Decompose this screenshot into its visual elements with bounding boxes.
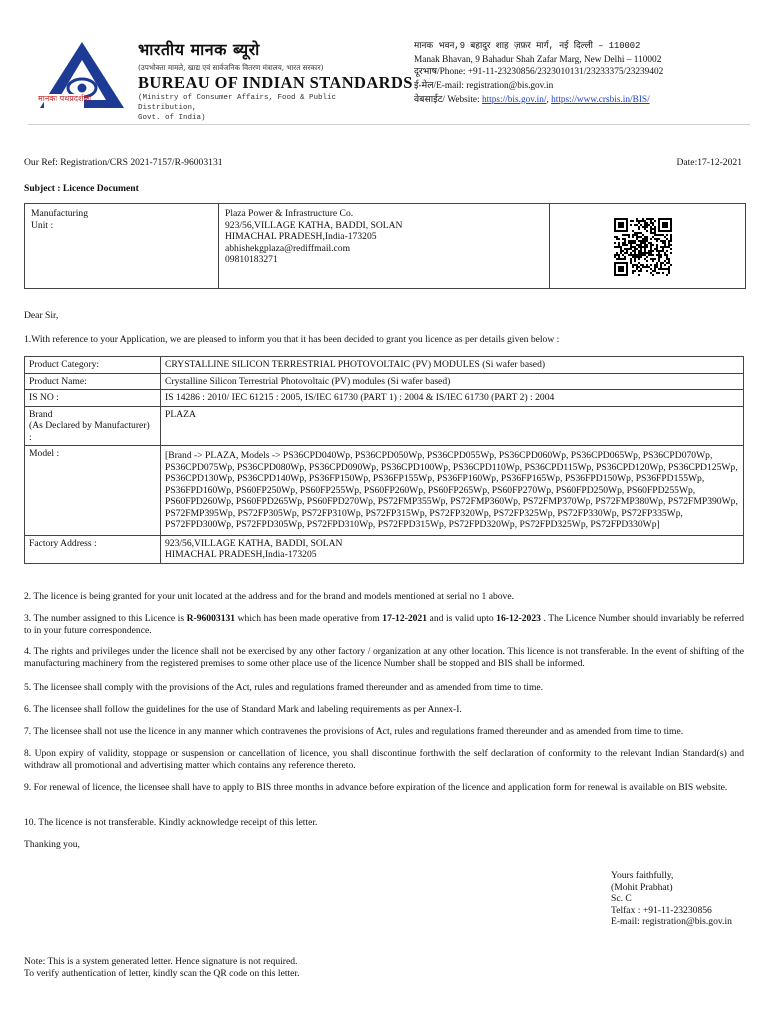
product-name: Crystalline Silicon Terrestrial Photovoltaic (PV) modules (Si wafer based): [161, 373, 744, 390]
clause-7: 7. The licensee shall not use the licence in any manner which contravenes the provisions of Act, rules and regulations framed thereunder and as amended from time to time.: [24, 726, 684, 737]
unit-address-1: 923/56,VILLAGE KATHA, BADDI, SOLAN: [225, 219, 403, 231]
is-number: IS 14286 : 2010/ IEC 61215 : 2005, IS/IEC 61730 (PART 1) : 2004 & IS/IEC 61730 (PART 2) : 2004: [161, 390, 744, 407]
model-list: [Brand -> PLAZA, Models -> PS36CPD040Wp, PS36CPD050Wp, PS36CPD055Wp, PS36CPD060Wp, PS36CPD065Wp, PS36CPD070Wp, PS36CPD075Wp, PS36CPD080Wp, PS36CPD090Wp, PS36CPD100Wp, PS36CPD110Wp, PS36CPD115Wp, PS36CPD120Wp, PS36CPD125Wp, PS36CPD130Wp, PS36CPD140Wp, PS36FP150Wp, PS36FP155Wp, PS36FP160Wp, PS36FP165Wp, PS36FPD150Wp, PS36FPD155Wp, PS36FPD160Wp, PS60FP250Wp, PS60FP255Wp, PS60FP260Wp, PS60FP265Wp, PS60FP270Wp, PS60FPD250Wp, PS60FPD255Wp, PS60FPD260Wp, PS60FPD265Wp, PS60FPD270Wp, PS72FMP355Wp, PS72FMP360Wp, PS72FMP370Wp, PS72FMP380Wp, PS72FMP390Wp, PS72FMP395Wp, PS72FP305Wp, PS72FP310Wp, PS72FP315Wp, PS72FP320Wp, PS72FP325Wp, PS72FP330Wp, PS72FP335Wp, PS72FPD300Wp, PS72FPD305Wp, PS72FPD310Wp, PS72FPD315Wp, PS72FPD320Wp, PS72FPD325Wp, PS72FPD330Wp]: [161, 446, 744, 536]
signatory-name: (Mohit Prabhat): [611, 881, 673, 893]
manufacturing-unit-table: [24, 203, 746, 289]
clause-8: 8. Upon expiry of validity, stoppage or suspension or cancellation of licence, you shall discontinue forthwith the self declaration of conformity to the relevant Indian Standard(s) and withdraw all promotional and advertising matter which contains any reference thereto.: [24, 748, 744, 771]
intro-paragraph: 1.With reference to your Application, we are pleased to inform you that it has been decided to grant you licence as per details given below :: [24, 334, 560, 345]
table-row: Factory Address : 923/56,VILLAGE KATHA, BADDI, SOLAN HIMACHAL PRADESH,India-173205: [25, 535, 744, 563]
factory-address: 923/56,VILLAGE KATHA, BADDI, SOLAN HIMACHAL PRADESH,India-173205: [161, 535, 744, 563]
valid-from: 17-12-2021: [382, 613, 428, 624]
clause-10: 10. The licence is not transferable. Kindly acknowledge receipt of this letter.: [24, 817, 318, 828]
clause-6: 6. The licensee shall follow the guidelines for the use of Standard Mark and labeling requirements as per Annex-I.: [24, 704, 462, 715]
clause-4: 4. The rights and privileges under the licence shall not be exercised by any other factory / organization at any other location. This licence is not transferable. In the event of shifting of the manufacturing machinery from the registered premises to some other place use of the licence Number shall be stopped and BIS shall be informed.: [24, 646, 744, 669]
manufacturing-unit-label-cell: Manufacturing Unit :: [25, 204, 219, 288]
unit-email: abhishekgplaza@rediffmail.com: [225, 242, 351, 254]
table-row: Product Name: Crystalline Silicon Terrestrial Photovoltaic (PV) modules (Si wafer based): [25, 373, 744, 390]
clause-5: 5. The licensee shall comply with the provisions of the Act, rules and regulations framed thereunder and as amended from time to time.: [24, 682, 544, 693]
bis-logo: [36, 38, 128, 118]
ministry-line: (Ministry of Consumer Affairs, Food & Public Distribution, Govt. of India): [138, 94, 337, 122]
table-row: Product Category: CRYSTALLINE SILICON TERRESTRIAL PHOTOVOLTAIC (PV) MODULES (Si wafer based): [25, 357, 744, 374]
address-hindi: मानक भवन,9 बहादुर शाह ज़फ़र मार्ग, नई दिल्ली – 110002: [414, 41, 641, 51]
bureau-title: BUREAU OF INDIAN STANDARDS: [138, 73, 413, 92]
product-category: CRYSTALLINE SILICON TERRESTRIAL PHOTOVOLTAIC (PV) MODULES (Si wafer based): [161, 357, 744, 374]
unit-phone: 09810183271: [225, 254, 278, 265]
table-row: Brand (As Declared by Manufacturer) : PLAZA: [25, 406, 744, 446]
salutation: Dear Sir,: [24, 310, 59, 321]
phone-line: दूरभाष/Phone: +91-11-23230856/2323010131/23233375/23239402: [414, 67, 664, 77]
closing: Thanking you,: [24, 839, 80, 850]
hindi-title: भारतीय मानक ब्यूरो: [138, 40, 260, 59]
signature-block: Yours faithfully, (Mohit Prabhat) Sc. C Telfax : +91-11-23230856 E-mail: registration@bis.gov.in: [611, 870, 732, 927]
footer-note: Note: This is a system generated letter. Hence signature is not required. To verify authentication of letter, kindly scan the QR code on this letter.: [24, 956, 300, 979]
table-row: IS NO : IS 14286 : 2010/ IEC 61215 : 2005, IS/IEC 61730 (PART 1) : 2004 & IS/IEC 61730 (PART 2) : 2004: [25, 390, 744, 407]
manufacturing-unit-details-cell: [219, 204, 550, 288]
logo-motto: मानकः पथप्रदर्शकः: [38, 94, 92, 103]
email-line: ई-मेल/E-mail: registration@bis.gov.in: [414, 81, 554, 91]
website-line: वेबसाईट/ Website: https://bis.gov.in/, https://www.crsbis.in/BIS/: [414, 95, 650, 105]
unit-name: Plaza Power & Infrastructure Co.: [225, 208, 354, 219]
qr-code-icon[interactable]: [614, 218, 672, 276]
subject-line: Subject : Licence Document: [24, 183, 139, 194]
reference-number: Our Ref: Registration/CRS 2021-7157/R-96003131: [24, 157, 223, 168]
letter-date: Date:17-12-2021: [676, 157, 742, 168]
clause-2: 2. The licence is being granted for your unit located at the address and for the brand and models mentioned at serial no 1 above.: [24, 591, 515, 602]
licence-number: R-96003131: [186, 613, 236, 624]
address-english: Manak Bhavan, 9 Bahadur Shah Zafar Marg, New Delhi – 110002: [414, 55, 662, 65]
valid-upto: 16-12-2023: [496, 613, 541, 624]
unit-address-2: HIMACHAL PRADESH,India-173205: [225, 231, 377, 242]
clause-9: 9. For renewal of licence, the licensee shall have to apply to BIS three months in advance before expiration of the licence and application form for renewal is available on BIS website.: [24, 782, 728, 793]
website-link-bis[interactable]: https://bis.gov.in/: [481, 95, 547, 105]
header-divider: [28, 124, 750, 125]
table-row: Model : [Brand -> PLAZA, Models -> PS36CPD040Wp, PS36CPD050Wp, PS36CPD055Wp, PS36CPD060Wp, PS36CPD065Wp, PS36CPD070Wp, PS36CPD075Wp, PS36CPD080Wp, PS36CPD090Wp, PS36CPD100Wp, PS36CPD110Wp, PS36CPD115Wp, PS36CPD120Wp, PS36CPD125Wp, PS36CPD130Wp, PS36CPD140Wp, PS36FP150Wp, PS36FP155Wp, PS36FP160Wp, PS36FP165Wp, PS36FPD150Wp, PS36FPD155Wp, PS36FPD160Wp, PS60FP250Wp, PS60FP255Wp, PS60FP260Wp, PS60FP265Wp, PS60FP270Wp, PS60FPD250Wp, PS60FPD255Wp, PS60FPD260Wp, PS60FPD265Wp, PS60FPD270Wp, PS72FMP355Wp, PS72FMP360Wp, PS72FMP370Wp, PS72FMP380Wp, PS72FMP390Wp, PS72FMP395Wp, PS72FP305Wp, PS72FP310Wp, PS72FP315Wp, PS72FP320Wp, PS72FP325Wp, PS72FP330Wp, PS72FP335Wp, PS72FPD300Wp, PS72FPD305Wp, PS72FPD310Wp, PS72FPD315Wp, PS72FPD320Wp, PS72FPD325Wp, PS72FPD330Wp]: [25, 446, 744, 536]
brand-name: PLAZA: [161, 406, 744, 446]
qr-cell: [550, 204, 745, 288]
website-link-crsbis[interactable]: https://www.crsbis.in/BIS/: [551, 95, 650, 105]
hindi-subtitle: (उपभोक्ता मामले, खाद्य एवं सार्वजनिक वितरण मंत्रालय, भारत सरकार): [138, 63, 324, 72]
clause-3: 3. The number assigned to this Licence is R-96003131 which has been made operative from 17-12-2021 and is valid upto 16-12-2023 . The Licence Number should invariably be referred to in your future correspondence.: [24, 613, 744, 636]
product-details-table: [24, 356, 744, 564]
